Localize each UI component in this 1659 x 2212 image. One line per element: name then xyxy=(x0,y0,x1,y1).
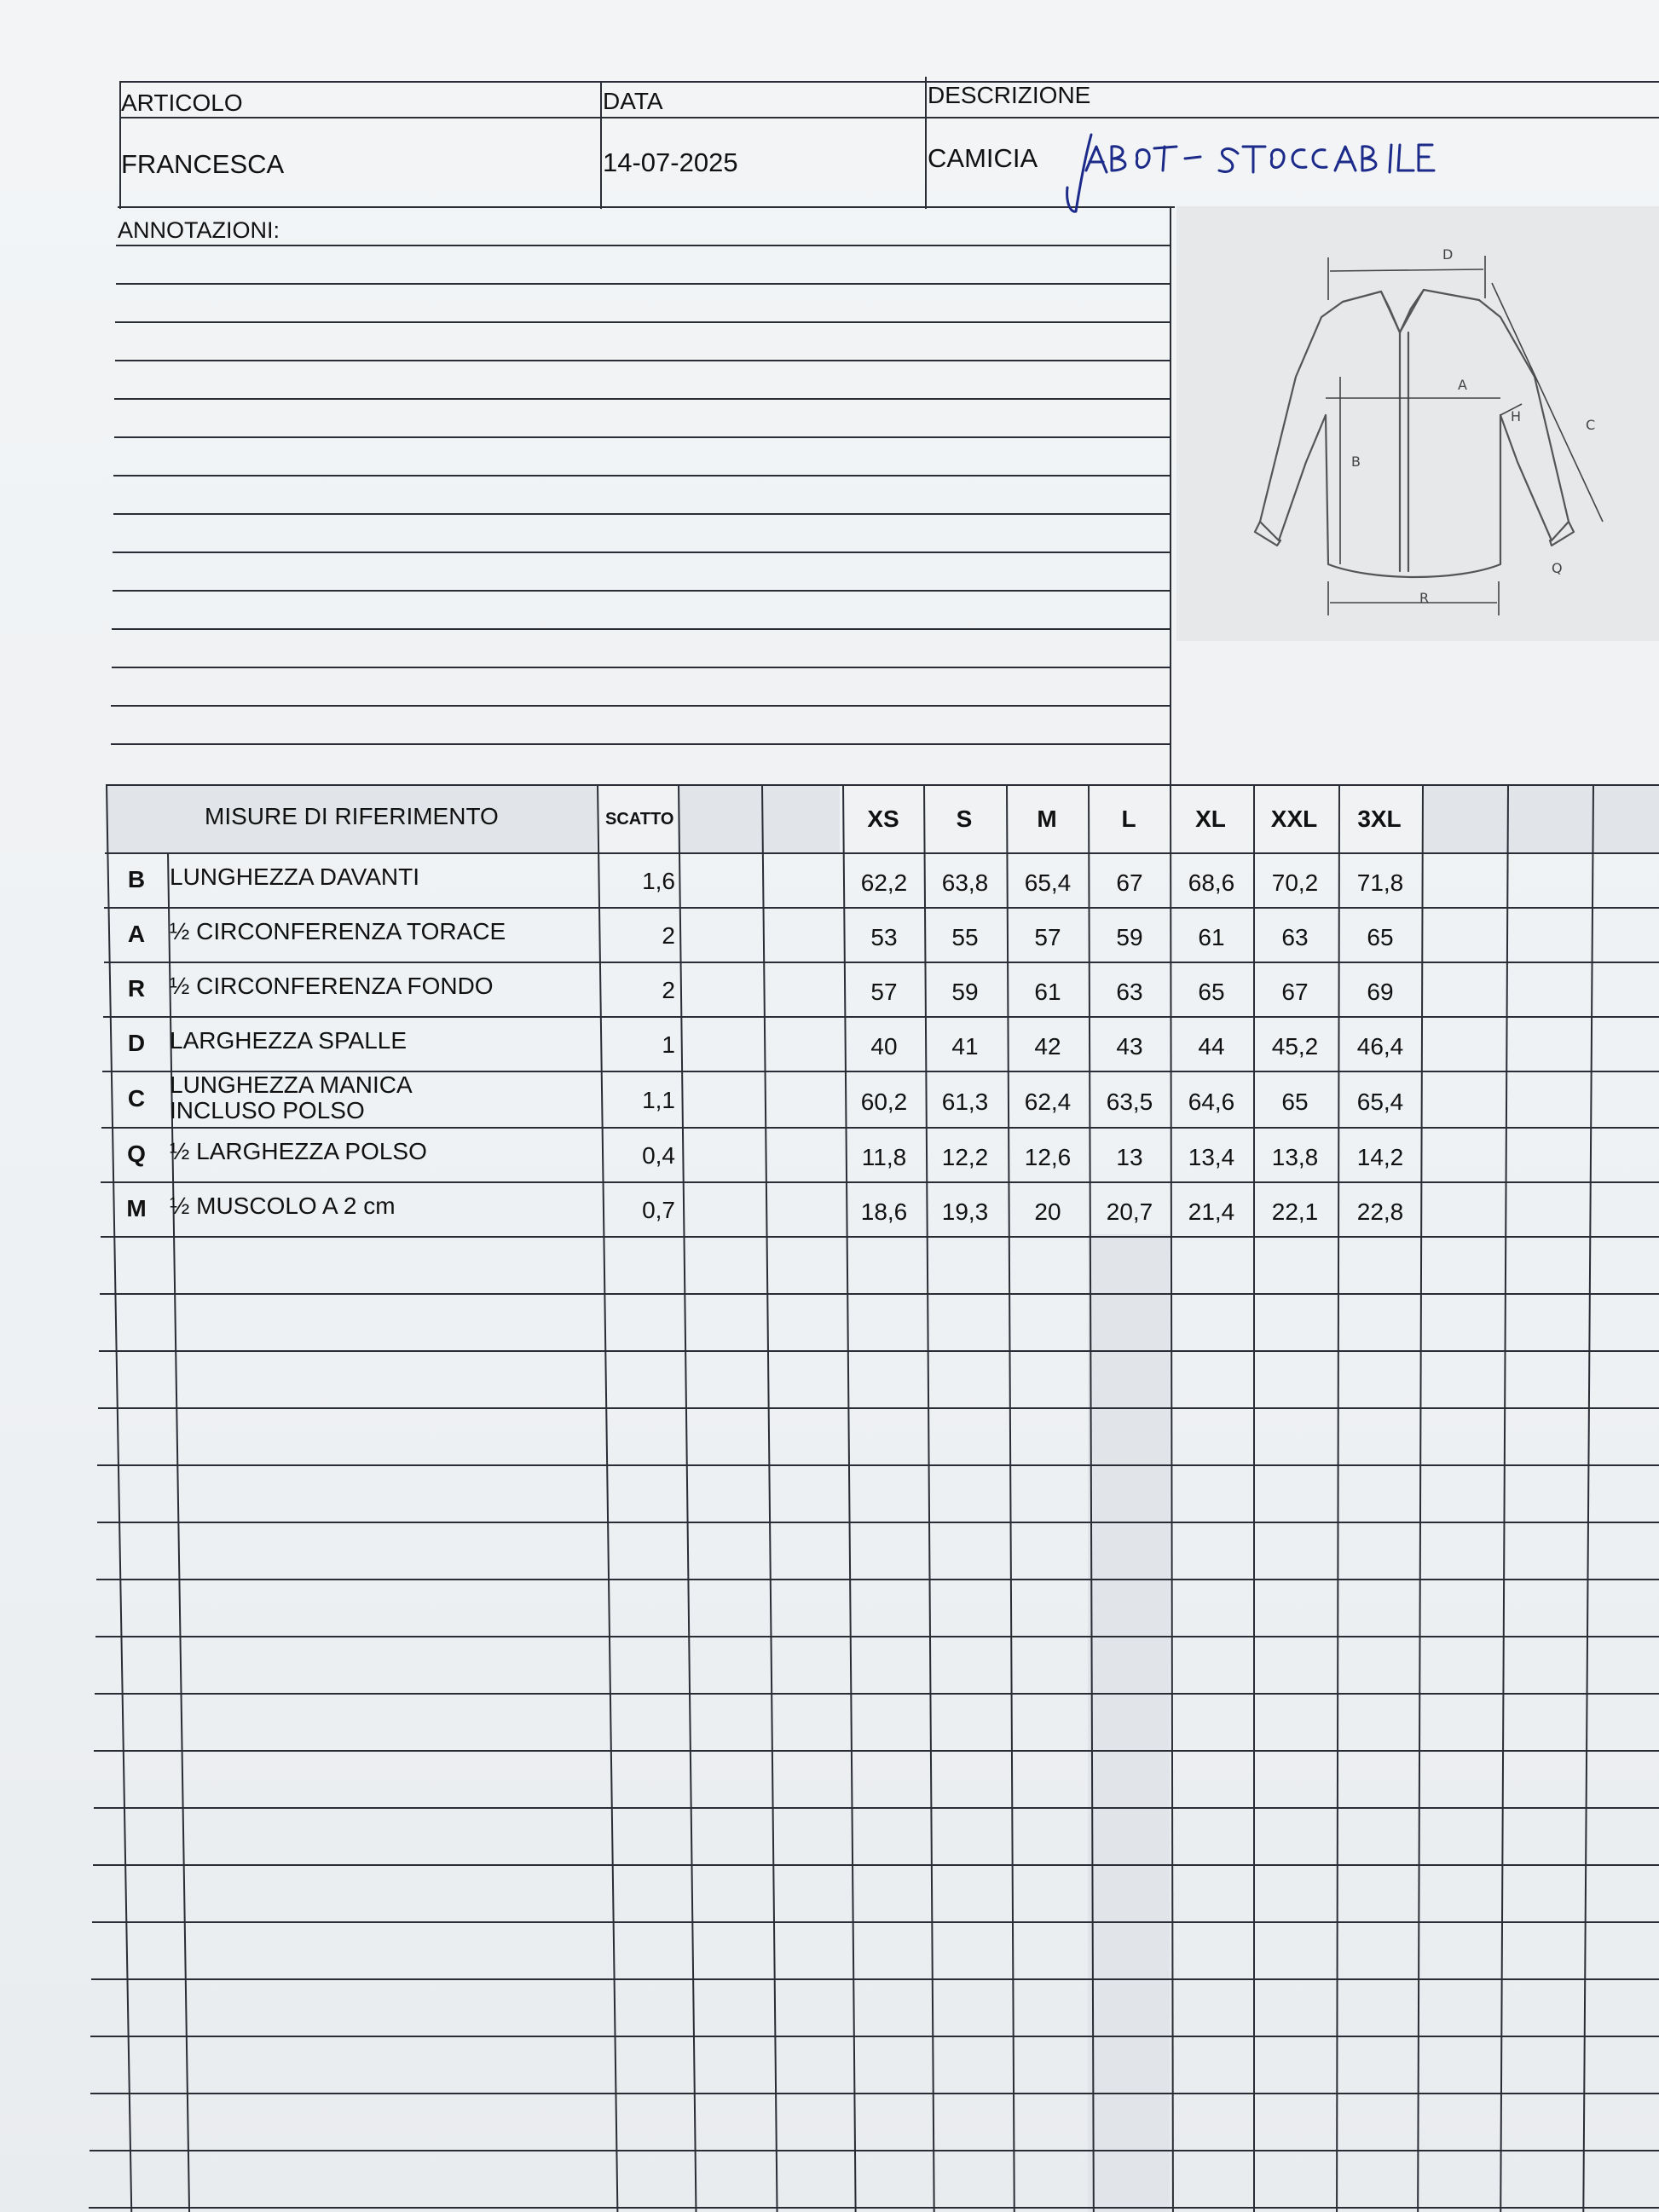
row-name: LARGHEZZA SPALLE xyxy=(170,1027,408,1054)
size-value-xxl: 70,2 xyxy=(1271,869,1319,896)
size-value-3xl: 22,8 xyxy=(1356,1198,1404,1225)
data-label: DATA xyxy=(603,88,663,114)
row-code: D xyxy=(127,1030,146,1056)
table-row-line xyxy=(97,1522,1659,1523)
size-value-xs: 62,2 xyxy=(860,869,908,896)
size-value-s: 59 xyxy=(951,979,979,1005)
size-value-3xl: 65,4 xyxy=(1356,1089,1404,1115)
size-value-l: 67 xyxy=(1116,869,1143,896)
size-header-s: S xyxy=(956,806,973,832)
size-value-xxl: 65 xyxy=(1281,1089,1309,1115)
size-value-s: 55 xyxy=(951,924,979,950)
annotazioni-line xyxy=(115,321,1171,323)
scatto-label: SCATTO xyxy=(605,810,674,829)
annotazioni-line xyxy=(112,667,1172,668)
table-row-line xyxy=(101,1127,1659,1129)
row-code: A xyxy=(127,921,146,947)
table-row-line xyxy=(100,1293,1659,1295)
table-row-line xyxy=(93,1864,1659,1866)
header-mid-line xyxy=(119,117,1659,118)
row-scatto: 1 xyxy=(662,1031,675,1058)
row-scatto: 1,6 xyxy=(642,868,675,894)
row-code: Q xyxy=(127,1141,146,1167)
size-value-s: 63,8 xyxy=(941,869,989,896)
table-row-line xyxy=(103,1016,1659,1018)
table-row-line xyxy=(89,2207,1659,2209)
row-code: B xyxy=(127,866,146,892)
size-header-3xl: 3XL xyxy=(1357,806,1402,832)
size-value-m: 20 xyxy=(1034,1198,1061,1225)
size-value-xs: 57 xyxy=(870,979,898,1005)
header-div-1 xyxy=(600,81,602,209)
size-value-m: 42 xyxy=(1034,1033,1061,1060)
table-row-line xyxy=(104,962,1659,963)
size-header-m: M xyxy=(1037,806,1057,832)
table-row-line xyxy=(90,2036,1659,2037)
header-div-2 xyxy=(925,77,927,209)
size-value-l: 59 xyxy=(1116,924,1143,950)
size-value-l: 63 xyxy=(1116,979,1143,1005)
annotazioni-line xyxy=(111,743,1172,745)
sketch-letter-d: D xyxy=(1442,246,1454,263)
size-value-m: 62,4 xyxy=(1024,1089,1072,1115)
size-value-3xl: 71,8 xyxy=(1356,869,1404,896)
table-row-line xyxy=(94,1750,1659,1752)
header-bottom-line xyxy=(118,206,1175,208)
size-value-xs: 40 xyxy=(870,1033,898,1060)
row-name-line-1: LUNGHEZZA MANICA xyxy=(170,1071,413,1098)
shaded-cell xyxy=(678,784,840,852)
row-name: ½ MUSCOLO A 2 cm xyxy=(170,1193,396,1219)
table-row-line xyxy=(105,852,1659,854)
row-name-line-2: INCLUSO POLSO xyxy=(170,1097,365,1123)
size-value-l: 43 xyxy=(1116,1033,1143,1060)
sketch-letter-c: C xyxy=(1586,417,1596,433)
size-header-l: L xyxy=(1121,806,1136,832)
articolo-label: ARTICOLO xyxy=(121,90,243,116)
annotazioni-line xyxy=(113,513,1172,515)
table-row-line xyxy=(90,2093,1659,2094)
annotazioni-line xyxy=(112,628,1171,630)
size-value-s: 61,3 xyxy=(941,1089,989,1115)
row-name: ½ LARGHEZZA POLSO xyxy=(170,1138,427,1164)
table-row-line xyxy=(101,1236,1659,1238)
size-value-xl: 64,6 xyxy=(1188,1089,1235,1115)
header-top-line xyxy=(119,81,1659,83)
annotazioni-line xyxy=(116,283,1172,285)
descrizione-label: DESCRIZIONE xyxy=(928,82,1091,108)
size-value-l: 20,7 xyxy=(1106,1198,1153,1225)
annotazioni-line xyxy=(113,475,1171,476)
annotazioni-line xyxy=(114,398,1171,400)
row-code: M xyxy=(126,1195,147,1222)
size-value-3xl: 46,4 xyxy=(1356,1033,1404,1060)
size-value-xl: 65 xyxy=(1198,979,1225,1005)
row-name: LUNGHEZZA DAVANTI xyxy=(170,863,420,890)
size-value-3xl: 65 xyxy=(1367,924,1394,950)
size-value-m: 61 xyxy=(1034,979,1061,1005)
shaded-cell xyxy=(1424,784,1659,852)
table-column-line xyxy=(1253,784,1255,2212)
row-scatto: 2 xyxy=(662,977,675,1003)
size-value-xs: 60,2 xyxy=(860,1089,908,1115)
table-row-line xyxy=(94,1807,1659,1809)
table-row-line xyxy=(104,907,1659,909)
annotazioni-line xyxy=(113,552,1171,553)
shaded-cell xyxy=(1088,1234,1170,2212)
annotazioni-line xyxy=(114,436,1172,438)
data-value: 14-07-2025 xyxy=(603,147,738,177)
table-row-line xyxy=(95,1693,1659,1695)
descrizione-value: CAMICIA xyxy=(928,143,1038,173)
sketch-letter-q: Q xyxy=(1552,560,1563,576)
annotazioni-line xyxy=(115,360,1172,361)
size-value-l: 13 xyxy=(1116,1144,1143,1170)
size-value-xs: 53 xyxy=(870,924,898,950)
garment-sketch-box xyxy=(1176,206,1659,641)
row-scatto: 0,7 xyxy=(642,1197,675,1223)
size-value-xl: 13,4 xyxy=(1188,1144,1235,1170)
sketch-letter-h: H xyxy=(1511,408,1522,424)
size-header-xs: XS xyxy=(867,806,899,832)
table-row-line xyxy=(99,1350,1659,1352)
size-header-xl: XL xyxy=(1195,806,1226,832)
size-value-xs: 11,8 xyxy=(861,1144,907,1170)
size-value-xxl: 13,8 xyxy=(1271,1144,1319,1170)
size-value-xs: 18,6 xyxy=(860,1198,908,1225)
table-row-line xyxy=(95,1636,1659,1637)
annotazioni-line xyxy=(111,705,1171,707)
row-scatto: 0,4 xyxy=(642,1142,675,1169)
size-value-xxl: 45,2 xyxy=(1271,1033,1319,1060)
size-value-xl: 61 xyxy=(1198,924,1225,950)
size-value-xxl: 63 xyxy=(1281,924,1309,950)
size-value-s: 12,2 xyxy=(941,1144,989,1170)
size-value-m: 57 xyxy=(1034,924,1061,950)
shirt-sketch xyxy=(1176,206,1659,641)
annotazioni-label: ANNOTAZIONI: xyxy=(118,217,280,243)
table-row-line xyxy=(97,1464,1659,1466)
row-scatto: 2 xyxy=(662,922,675,949)
table-row-line xyxy=(92,1921,1659,1923)
table-row-line xyxy=(101,1181,1659,1183)
size-value-xxl: 22,1 xyxy=(1271,1198,1319,1225)
table-title: MISURE DI RIFERIMENTO xyxy=(205,803,499,829)
size-value-m: 12,6 xyxy=(1024,1144,1072,1170)
table-row-line xyxy=(90,2150,1659,2151)
table-row-line xyxy=(96,1579,1659,1580)
annotazioni-right-line xyxy=(1170,206,1171,786)
row-scatto: 1,1 xyxy=(642,1087,675,1113)
table-row-line xyxy=(98,1407,1659,1409)
size-value-xl: 21,4 xyxy=(1188,1198,1235,1225)
size-header-xxl: XXL xyxy=(1270,806,1318,832)
size-value-xxl: 67 xyxy=(1281,979,1309,1005)
size-value-s: 19,3 xyxy=(941,1198,989,1225)
row-name: ½ CIRCONFERENZA FONDO xyxy=(170,973,494,999)
table-row-line xyxy=(106,784,1659,786)
size-value-l: 63,5 xyxy=(1106,1089,1153,1115)
size-value-xl: 68,6 xyxy=(1188,869,1235,896)
sketch-letter-a: A xyxy=(1458,377,1467,393)
size-value-xl: 44 xyxy=(1198,1033,1225,1060)
row-code: R xyxy=(127,975,146,1002)
row-name: ½ CIRCONFERENZA TORACE xyxy=(170,918,506,944)
annotazioni-line xyxy=(113,590,1172,592)
size-value-s: 41 xyxy=(951,1033,979,1060)
size-value-m: 65,4 xyxy=(1024,869,1072,896)
size-value-3xl: 14,2 xyxy=(1356,1144,1404,1170)
table-row-line xyxy=(91,1978,1659,1980)
annotazioni-line xyxy=(116,245,1171,246)
sketch-letter-r: R xyxy=(1419,590,1430,606)
row-code: C xyxy=(127,1085,146,1112)
sketch-letter-b: B xyxy=(1351,453,1361,470)
size-value-3xl: 69 xyxy=(1367,979,1394,1005)
row-name xyxy=(170,1072,413,1123)
articolo-value: FRANCESCA xyxy=(121,149,285,179)
